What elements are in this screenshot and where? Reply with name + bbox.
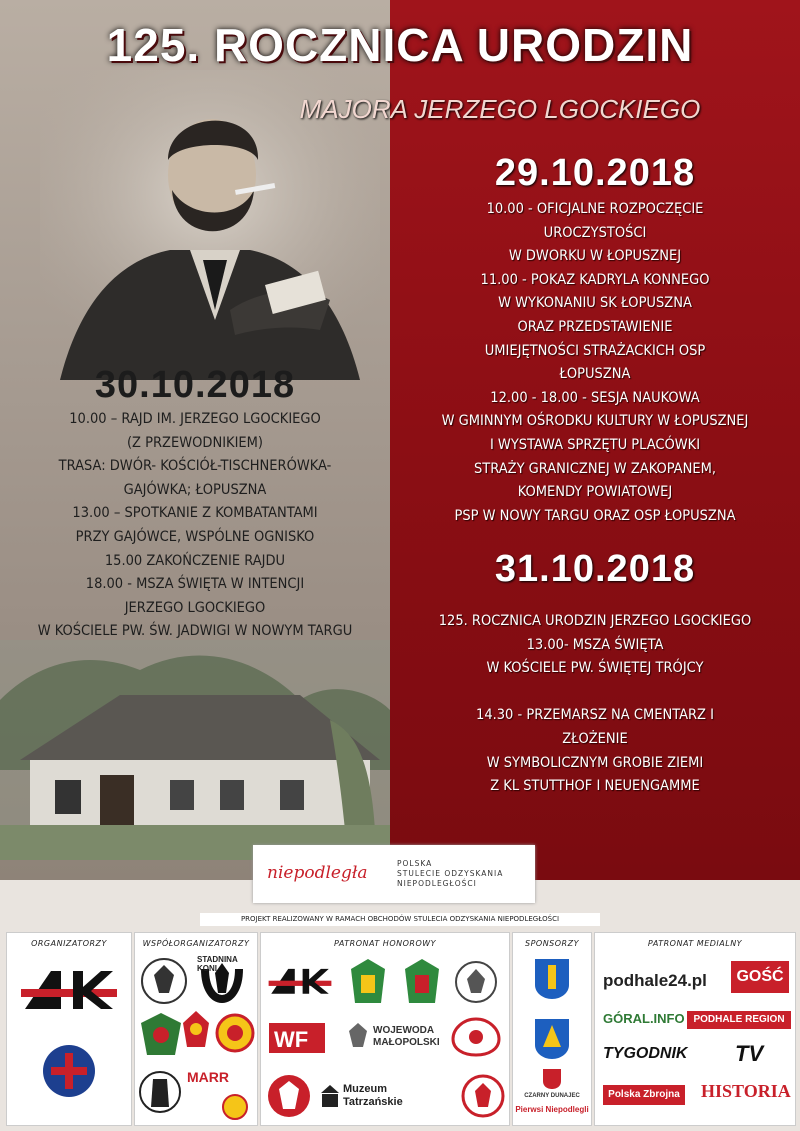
schedule-line: (Z PRZEWODNIKIEM) — [126, 434, 264, 451]
cardinal-crest-icon — [399, 957, 445, 1007]
gosc-logo: GOŚĆ — [731, 961, 789, 993]
soldier-emblem-icon — [139, 1067, 181, 1117]
scout-emblem-icon — [139, 1011, 183, 1059]
niepodlegla-line: STULECIE ODZYSKANIA — [397, 869, 504, 878]
niepodlegla-logo-box — [253, 845, 535, 903]
schedule-line: 125. ROCZNICA URODZIN JERZEGO LGOCKIEGO — [438, 613, 752, 629]
schedule-line: W SYMBOLICZNYM GROBIE ZIEMI — [486, 754, 704, 771]
schedule-line — [390, 681, 800, 705]
ornate-emblem-icon — [449, 1015, 503, 1059]
schedule-29-10 — [390, 198, 800, 528]
manor-house-photo — [0, 640, 390, 860]
polska-zbrojna-logo: Polska Zbrojna — [603, 1085, 685, 1105]
pierwsi-label: Pierwsi Niepodlegli — [515, 1105, 589, 1114]
project-note: PROJEKT REALIZOWANY W RAMACH OBCHODÓW STULECIA ODZYSKANIA NIEPODLEGŁOŚCI — [200, 913, 600, 926]
schedule-line: ZŁOŻENIE — [562, 730, 628, 747]
niepodlegla-line: NIEPODLEGŁOŚCI — [397, 879, 477, 888]
schedule-line: 13.00- MSZA ŚWIĘTA — [526, 636, 664, 653]
czarny-dunajec-crest-icon — [541, 1067, 563, 1091]
marr-logo-text: MARR — [187, 1069, 229, 1085]
schedule-line: 10.00 - OFICJALNE ROZPOCZĘCIE — [486, 201, 704, 217]
poster-title: 125. ROCZNICA URODZIN — [106, 19, 694, 71]
muzeum-label-1: Muzeum — [343, 1083, 387, 1095]
media-patronage-box — [594, 932, 796, 1126]
eagle-seal-icon — [453, 959, 499, 1005]
stadnina-label: STADNINA KONI — [197, 955, 238, 973]
sponsors-box — [512, 932, 592, 1126]
schedule-line: TRASA: DWÓR- KOŚCIÓŁ-TISCHNERÓWKA- — [58, 458, 332, 475]
schedule-30-10 — [0, 408, 390, 644]
schedule-line: 13.00 – SPOTKANIE Z KOMBATANTAMI — [72, 505, 318, 522]
schedule-line: W GMINNYM OŚRODKU KULTURY W ŁOPUSZNEJ — [441, 413, 749, 430]
niepodlegla-text — [397, 859, 503, 889]
honorary-patronage-box — [260, 932, 510, 1126]
wf-logo-icon — [269, 1023, 325, 1053]
cross-emblem-icon — [41, 1043, 97, 1099]
wojewoda-label-1: WOJEWODA — [373, 1025, 435, 1036]
podhale24-logo: podhale24.pl — [603, 971, 707, 990]
museum-icon — [319, 1083, 341, 1109]
tygodnik-logo: TYGODNIK — [603, 1045, 688, 1062]
schedule-line: UMIEJĘTNOŚCI STRAŻACKICH OSP — [484, 342, 706, 359]
niepodlegla-script: niepodległa — [267, 863, 368, 883]
round-emblem-icon — [215, 1013, 255, 1053]
polish-eagle-icon — [345, 1021, 371, 1049]
schedule-line: STRAŻY GRANICZNEJ W ZAKOPANEM, — [473, 460, 716, 477]
svg-text:WF: WF — [274, 1027, 309, 1052]
schedule-line: 14.30 - PRZEMARSZ NA CMENTARZ I — [476, 707, 714, 724]
schedule-line: W KOŚCIELE PW. ŚWIĘTEJ TRÓJCY — [486, 660, 704, 677]
schedule-line: JERZEGO LGOCKIEGO — [124, 599, 266, 616]
date-30-10: 30.10.2018 — [94, 364, 296, 406]
coat-of-arms-2-icon — [533, 1017, 571, 1061]
schedule-line: KOMENDY POWIATOWEJ — [517, 484, 673, 501]
military-shield-icon — [267, 1073, 311, 1119]
schedule-line: Z KL STUTTHOF I NEUENGAMME — [490, 778, 700, 795]
coorganizers-box — [134, 932, 258, 1126]
schedule-line: ŁOPUSZNA — [559, 366, 631, 383]
schedule-line: 15.00 ZAKOŃCZENIE RAJDU — [104, 552, 286, 569]
poster-subtitle: MAJORA JERZEGO LGOCKIEGO — [299, 94, 701, 124]
schedule-line: 18.00 - MSZA ŚWIĘTA W INTENCJI — [85, 576, 305, 593]
schedule-line: W DWORKU W ŁOPUSZNEJ — [508, 248, 682, 265]
coorganizers-heading: WSPÓŁORGANIZATORZY — [142, 939, 250, 948]
schedule-31-10 — [390, 610, 800, 799]
fire-service-badge-icon — [461, 1073, 505, 1119]
eagle-emblem-icon — [139, 953, 189, 1009]
schedule-line: W WYKONANIU SK ŁOPUSZNA — [498, 295, 692, 312]
media-patronage-heading: PATRONAT MEDIALNY — [647, 939, 743, 948]
date-31-10: 31.10.2018 — [494, 548, 696, 590]
schedule-line: UROCZYSTOŚCI — [543, 224, 647, 241]
schedule-line: I WYSTAWA SPRZĘTU PLACÓWKI — [489, 436, 701, 453]
coat-of-arms-icon — [533, 957, 571, 1001]
bishop-crest-icon — [345, 957, 391, 1007]
ak-logo-icon — [21, 965, 117, 1017]
sponsors-heading: SPONSORZY — [525, 939, 579, 948]
schedule-line: ORAZ PRZEDSTAWIENIE — [517, 318, 673, 335]
ak-logo-small-icon — [267, 965, 333, 999]
schedule-line: PSP W NOWY TARGU ORAZ OSP ŁOPUSZNA — [454, 507, 736, 524]
wojewoda-label-2: MAŁOPOLSKI — [373, 1037, 440, 1048]
muzeum-label-2: Tatrzańskie — [343, 1096, 403, 1108]
podhale-region-logo: PODHALE REGION — [687, 1011, 791, 1029]
historia-logo: HISTORIA — [701, 1081, 791, 1101]
czarny-dunajec-label: CZARNY DUNAJEC — [524, 1093, 580, 1099]
schedule-line: 11.00 - POKAZ KADRYLA KONNEGO — [480, 271, 710, 288]
organizers-heading: ORGANIZATORZY — [31, 939, 107, 948]
schedule-line: GAJÓWKA; ŁOPUSZNA — [123, 481, 267, 498]
niepodlegla-line: POLSKA — [397, 859, 433, 868]
fire-brigade-icon — [181, 1009, 211, 1049]
goral-info-logo: GÓRAL.INFO — [603, 1011, 685, 1026]
organizers-box — [6, 932, 132, 1126]
honorary-patronage-heading: PATRONAT HONOROWY — [333, 939, 437, 948]
schedule-line: W KOŚCIELE PW. ŚW. JADWIGI W NOWYM TARGU — [37, 623, 353, 640]
schedule-line: 12.00 - 18.00 - SESJA NAUKOWA — [490, 389, 700, 406]
schedule-line: 10.00 – RAJD IM. JERZEGO LGOCKIEGO — [69, 411, 321, 427]
date-29-10: 29.10.2018 — [494, 152, 696, 194]
tygodnik-tv-logo: TV — [735, 1041, 764, 1066]
crest-icon — [221, 1093, 249, 1121]
schedule-line: PRZY GAJÓWCE, WSPÓLNE OGNISKO — [75, 528, 315, 545]
